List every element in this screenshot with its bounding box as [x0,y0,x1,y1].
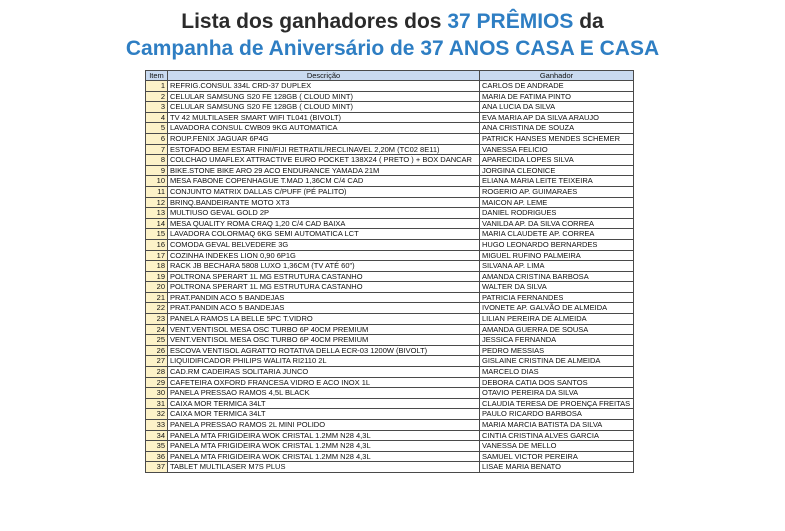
winner-name: WALTER DA SILVA [480,282,634,293]
title-suffix: da [573,10,604,33]
item-description: TABLET MULTILASER M7S PLUS [168,462,480,473]
header-description: Descrição [168,71,480,81]
item-description: ROUP.FENIX JAGUAR 6P4G [168,133,480,144]
item-description: MESA FABONE COPENHAGUE T.MAD 1,36CM C/4 CAD [168,176,480,187]
winner-name: ANA LUCIA DA SILVA [480,102,634,113]
item-description: TV 42 MULTILASER SMART WIFI TL041 (BIVOLT) [168,112,480,123]
table-row [146,208,634,219]
winner-name: PATRICIA FERNANDES [480,292,634,303]
item-description: CELULAR SAMSUNG S20 FE 128GB ( CLOUD MINT) [168,91,480,102]
item-description: COZINHA INDEKES LION 0,90 6P1G [168,250,480,261]
item-description: CAIXA MOR TERMICA 34LT [168,409,480,420]
winner-name: LILIAN PEREIRA DE ALMEIDA [480,314,634,325]
item-description: PANELA MTA FRIGIDEIRA WOK CRISTAL 1.2MM N28 4,3L [168,430,480,441]
item-description: PANELA MTA FRIGIDEIRA WOK CRISTAL 1.2MM N28 4,3L [168,451,480,462]
table-row [146,335,634,346]
table-row [146,292,634,303]
winner-name: MIGUEL RUFINO PALMEIRA [480,250,634,261]
item-description: REFRIG.CONSUL 334L CRD-37 DUPLEX [168,81,480,92]
item-description: RACK JB BECHARA 5808 LUXO 1,36CM (TV ATÉ 60") [168,261,480,272]
item-number: 22 [146,303,168,314]
winner-name: APARECIDA LOPES SILVA [480,155,634,166]
item-description: POLTRONA SPERART 1L MG ESTRUTURA CASTANHO [168,282,480,293]
table-body [146,81,634,473]
item-description: ESCOVA VENTISOL AGRATTO ROTATIVA DELLA ECR-03 1200W (BIVOLT) [168,345,480,356]
item-number: 28 [146,367,168,378]
header-item: Item [146,71,168,81]
winner-name: MAICON AP. LEME [480,197,634,208]
item-number: 4 [146,112,168,123]
item-description: COMODA GEVAL BELVEDERE 3G [168,239,480,250]
title-highlight: 37 PRÊMIOS [447,10,574,33]
table-row [146,314,634,325]
winner-name: PATRICK HANSES MENDES SCHEMER [480,133,634,144]
winner-name: ELIANA MARIA LEITE TEIXEIRA [480,176,634,187]
table-row [146,81,634,92]
winner-name: DANIEL RODRIGUES [480,208,634,219]
table-row [146,239,634,250]
item-number: 5 [146,123,168,134]
item-number: 35 [146,441,168,452]
winner-name: JESSICA FERNANDA [480,335,634,346]
winner-name: DEBORA CATIA DOS SANTOS [480,377,634,388]
table-row [146,123,634,134]
item-number: 25 [146,335,168,346]
item-number: 16 [146,239,168,250]
item-number: 15 [146,229,168,240]
table-row [146,91,634,102]
item-description: CAIXA MOR TERMICA 34LT [168,398,480,409]
item-number: 31 [146,398,168,409]
table-row [146,356,634,367]
winner-name: GISLAINE CRISTINA DE ALMEIDA [480,356,634,367]
item-number: 19 [146,271,168,282]
item-number: 7 [146,144,168,155]
winner-name: MARIA MARCIA BATISTA DA SILVA [480,420,634,431]
table-row [146,218,634,229]
table-row [146,409,634,420]
winner-name: CLAUDIA TERESA DE PROENÇA FREITAS [480,398,634,409]
item-description: BIKE.STONE BIKE ARO 29 ACO ENDURANCE YAMADA 21M [168,165,480,176]
table-row [146,377,634,388]
table-row [146,133,634,144]
item-number: 37 [146,462,168,473]
table-row [146,250,634,261]
item-number: 11 [146,186,168,197]
item-description: ESTOFADO BEM ESTAR FINI/FIJI RETRATIL/RECLINAVEL 2,20M (TC02 8E11) [168,144,480,155]
table-row [146,303,634,314]
item-number: 18 [146,261,168,272]
item-number: 17 [146,250,168,261]
item-description: PRAT.PANDIN ACO 5 BANDEJAS [168,303,480,314]
winner-name: VANESSA FELICIO [480,144,634,155]
item-description: CAD.RM CADEIRAS SOLITARIA JUNCO [168,367,480,378]
item-number: 2 [146,91,168,102]
table-row [146,102,634,113]
header-winner: Ganhador [480,71,634,81]
item-number: 21 [146,292,168,303]
table-row [146,345,634,356]
winner-name: OTAVIO PEREIRA DA SILVA [480,388,634,399]
item-number: 30 [146,388,168,399]
page-title-line2: Campanha de Aniversário de 37 ANOS CASA E CASA [125,37,660,60]
item-number: 32 [146,409,168,420]
table-row [146,261,634,272]
winner-name: JORGINA CLEONICE [480,165,634,176]
table-row [146,165,634,176]
table-row [146,155,634,166]
winner-name: VANESSA DE MELLO [480,441,634,452]
winners-table [145,70,634,473]
item-number: 36 [146,451,168,462]
title-prefix: Lista dos ganhadores dos [181,10,448,33]
item-number: 24 [146,324,168,335]
item-number: 23 [146,314,168,325]
winner-name: AMANDA CRISTINA BARBOSA [480,271,634,282]
item-number: 33 [146,420,168,431]
item-description: PANELA MTA FRIGIDEIRA WOK CRISTAL 1.2MM N28 4,3L [168,441,480,452]
table-row [146,367,634,378]
item-description: LAVADORA COLORMAQ 6KG SEMI AUTOMATICA LCT [168,229,480,240]
item-number: 34 [146,430,168,441]
table-row [146,229,634,240]
item-description: VENT.VENTISOL MESA OSC TURBO 6P 40CM PREMIUM [168,324,480,335]
item-number: 6 [146,133,168,144]
table-row [146,430,634,441]
item-number: 27 [146,356,168,367]
item-description: BRINQ.BANDEIRANTE MOTO XT3 [168,197,480,208]
item-description: POLTRONA SPERART 1L MG ESTRUTURA CASTANHO [168,271,480,282]
winner-name: EVA MARIA AP DA SILVA ARAUJO [480,112,634,123]
item-description: PANELA PRESSAO RAMOS 4,5L BLACK [168,388,480,399]
table-row [146,112,634,123]
item-number: 1 [146,81,168,92]
item-description: LIQUIDIFICADOR PHILIPS WALITA RI2110 2L [168,356,480,367]
item-description: PANELA RAMOS LA BELLE 5PC T.VIDRO [168,314,480,325]
item-description: CELULAR SAMSUNG S20 FE 128GB ( CLOUD MINT) [168,102,480,113]
winner-name: ANA CRISTINA DE SOUZA [480,123,634,134]
item-number: 29 [146,377,168,388]
winner-name: MARCELO DIAS [480,367,634,378]
winner-name: PEDRO MESSIAS [480,345,634,356]
table-row [146,144,634,155]
winner-name: MARIA DE FATIMA PINTO [480,91,634,102]
winner-name: IVONETE AP. GALVÃO DE ALMEIDA [480,303,634,314]
table-row [146,441,634,452]
item-number: 26 [146,345,168,356]
table-row [146,282,634,293]
table-row [146,420,634,431]
item-number: 10 [146,176,168,187]
table-row [146,388,634,399]
item-description: MESA QUALITY ROMA CRAQ 1,20 C/4 CAD BAIXA [168,218,480,229]
winner-name: PAULO RICARDO BARBOSA [480,409,634,420]
table-row [146,324,634,335]
item-number: 14 [146,218,168,229]
table-header-row [146,71,634,81]
item-number: 8 [146,155,168,166]
item-description: LAVADORA CONSUL CWB09 9KG AUTOMATICA [168,123,480,134]
item-description: MULTIUSO GEVAL GOLD 2P [168,208,480,219]
table-row [146,271,634,282]
item-description: COLCHAO UMAFLEX ATTRACTIVE EURO POCKET 138X24 ( PRETO ) + BOX DANCAR [168,155,480,166]
table-row [146,462,634,473]
item-number: 12 [146,197,168,208]
winner-name: MARIA CLAUDETE AP. CORREA [480,229,634,240]
item-number: 3 [146,102,168,113]
winner-name: CARLOS DE ANDRADE [480,81,634,92]
winner-name: ROGERIO AP. GUIMARAES [480,186,634,197]
table-row [146,186,634,197]
winner-name: SAMUEL VICTOR PEREIRA [480,451,634,462]
page-title-line1 [0,10,785,34]
item-number: 20 [146,282,168,293]
winner-name: VANILDA AP. DA SILVA CORREA [480,218,634,229]
winner-name: LISAE MARIA BENATO [480,462,634,473]
table-row [146,176,634,187]
item-description: PANELA PRESSAO RAMOS 2L MINI POLIDO [168,420,480,431]
winner-name: CINTIA CRISTINA ALVES GARCIA [480,430,634,441]
winner-name: SILVANA AP. LIMA [480,261,634,272]
winner-name: HUGO LEONARDO BERNARDES [480,239,634,250]
winner-name: AMANDA GUERRA DE SOUSA [480,324,634,335]
table-row [146,451,634,462]
item-description: CAFETEIRA OXFORD FRANCESA VIDRO E ACO INOX 1L [168,377,480,388]
item-number: 9 [146,165,168,176]
item-description: CONJUNTO MATRIX DALLAS C/PUFF (PÉ PALITO) [168,186,480,197]
table-row [146,197,634,208]
item-number: 13 [146,208,168,219]
item-description: PRAT.PANDIN ACO 5 BANDEJAS [168,292,480,303]
table-row [146,398,634,409]
item-description: VENT.VENTISOL MESA OSC TURBO 6P 40CM PREMIUM [168,335,480,346]
